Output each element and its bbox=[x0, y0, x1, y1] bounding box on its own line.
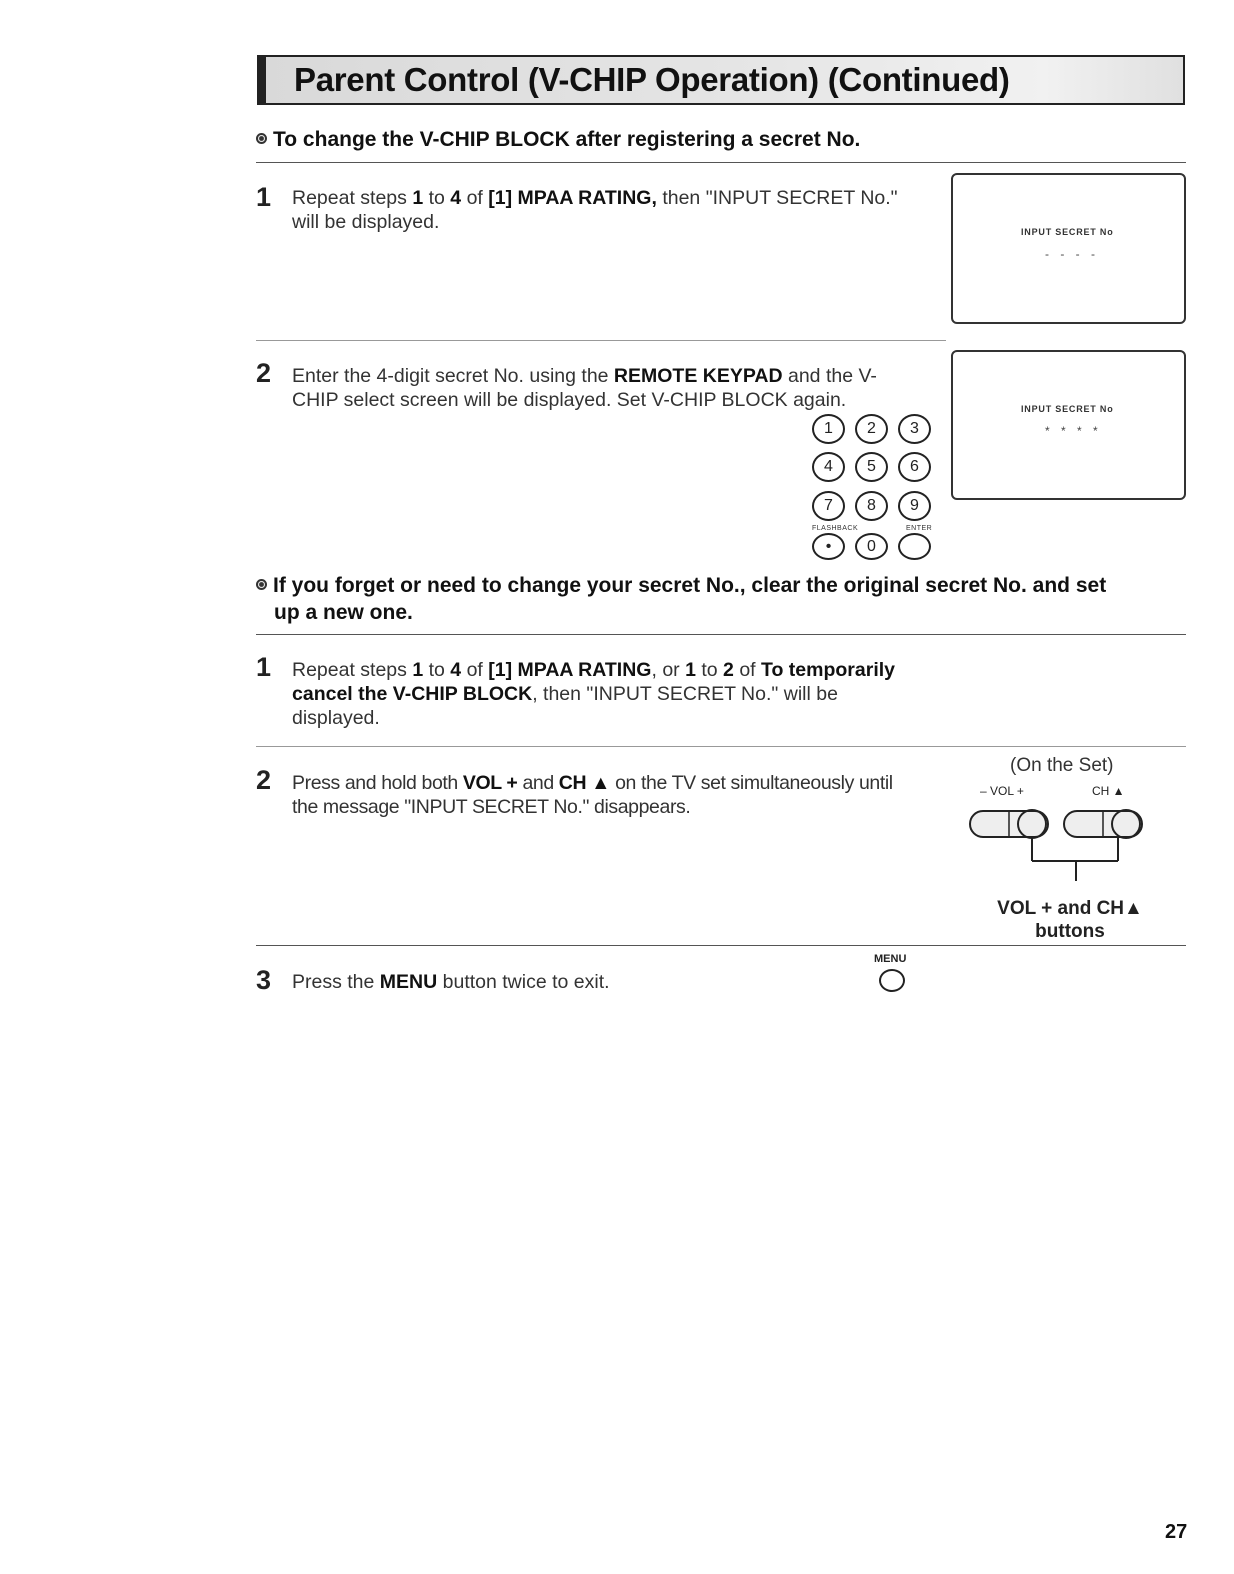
step-number: 1 bbox=[256, 652, 272, 682]
divider bbox=[256, 945, 1186, 946]
section-heading-text-line1: If you forget or need to change your secret No., clear the original secret No. and set bbox=[273, 574, 1107, 597]
step-number: 1 bbox=[256, 182, 272, 212]
menu-label: MENU bbox=[874, 953, 907, 965]
keypad-key-7: 7 bbox=[812, 491, 845, 521]
keypad-key-8: 8 bbox=[855, 491, 888, 521]
menu-button-icon bbox=[879, 969, 905, 992]
divider bbox=[256, 746, 1186, 747]
screen-value: - - - - bbox=[1045, 247, 1099, 261]
section-heading-forget bbox=[256, 574, 1106, 598]
keypad-key-enter bbox=[898, 533, 931, 560]
remote-keypad bbox=[812, 414, 942, 564]
keypad-key-0: 0 bbox=[855, 533, 888, 560]
divider bbox=[256, 634, 1186, 635]
screen-value: * * * * bbox=[1045, 424, 1102, 438]
page-number: 27 bbox=[1165, 1521, 1188, 1543]
forget-step-2-instruction: Press and hold both VOL + and CH ▲ on the TV set simultaneously until the message "INPUT SECRET No." disappears. bbox=[292, 772, 893, 818]
forget-step-1-instruction: Repeat steps 1 to 4 of [1] MPAA RATING, or 1 to 2 of To temporarily cancel the V-CHIP BLOCK, then "INPUT SECRET No." will be displayed. bbox=[292, 659, 896, 729]
keypad-key-6: 6 bbox=[898, 452, 931, 482]
page-title-banner bbox=[257, 55, 1185, 105]
vol-ch-buttons-icon bbox=[960, 803, 1180, 883]
divider bbox=[256, 340, 946, 341]
on-the-set-label: (On the Set) bbox=[1010, 755, 1114, 776]
forget-step-3-instruction: Press the MENU button twice to exit. bbox=[292, 971, 610, 993]
section-heading-text-line2: up a new one. bbox=[274, 601, 413, 624]
ch-label: CH ▲ bbox=[1092, 784, 1125, 798]
page-title: Parent Control (V-CHIP Operation) (Continued) bbox=[294, 61, 1010, 98]
divider bbox=[256, 162, 1186, 163]
enter-label: ENTER bbox=[906, 525, 933, 532]
keypad-key-flashback: • bbox=[812, 533, 845, 560]
keypad-key-3: 3 bbox=[898, 414, 931, 444]
keypad-key-5: 5 bbox=[855, 452, 888, 482]
step-1-instruction: Repeat steps 1 to 4 of [1] MPAA RATING, then "INPUT SECRET No." will be displayed. bbox=[292, 187, 898, 233]
step-number: 2 bbox=[256, 765, 272, 795]
bullet-icon bbox=[256, 579, 267, 590]
step-number: 3 bbox=[256, 965, 272, 995]
tv-set-buttons-diagram bbox=[960, 755, 1180, 945]
keypad-key-9: 9 bbox=[898, 491, 931, 521]
keypad-key-2: 2 bbox=[855, 414, 888, 444]
diagram-caption-line2: buttons bbox=[1035, 921, 1105, 942]
diagram-caption-line1: VOL + and CH▲ bbox=[997, 898, 1143, 919]
keypad-key-4: 4 bbox=[812, 452, 845, 482]
vol-label: – VOL + bbox=[980, 784, 1024, 798]
section-heading-change-block bbox=[256, 128, 860, 152]
section-heading-text: To change the V-CHIP BLOCK after registering a secret No. bbox=[273, 128, 861, 151]
keypad-key-1: 1 bbox=[812, 414, 845, 444]
screen-label: INPUT SECRET No bbox=[1021, 404, 1114, 414]
step-2-instruction: Enter the 4-digit secret No. using the REMOTE KEYPAD and the V-CHIP select screen will be displayed. Set V-CHIP BLOCK again. bbox=[292, 365, 877, 411]
bullet-icon bbox=[256, 133, 267, 144]
screen-label: INPUT SECRET No bbox=[1021, 227, 1114, 237]
flashback-label: FLASHBACK bbox=[812, 525, 859, 532]
step-number: 2 bbox=[256, 358, 272, 388]
tv-screen-input-secret-entered bbox=[951, 350, 1186, 500]
tv-screen-input-secret bbox=[951, 173, 1186, 324]
